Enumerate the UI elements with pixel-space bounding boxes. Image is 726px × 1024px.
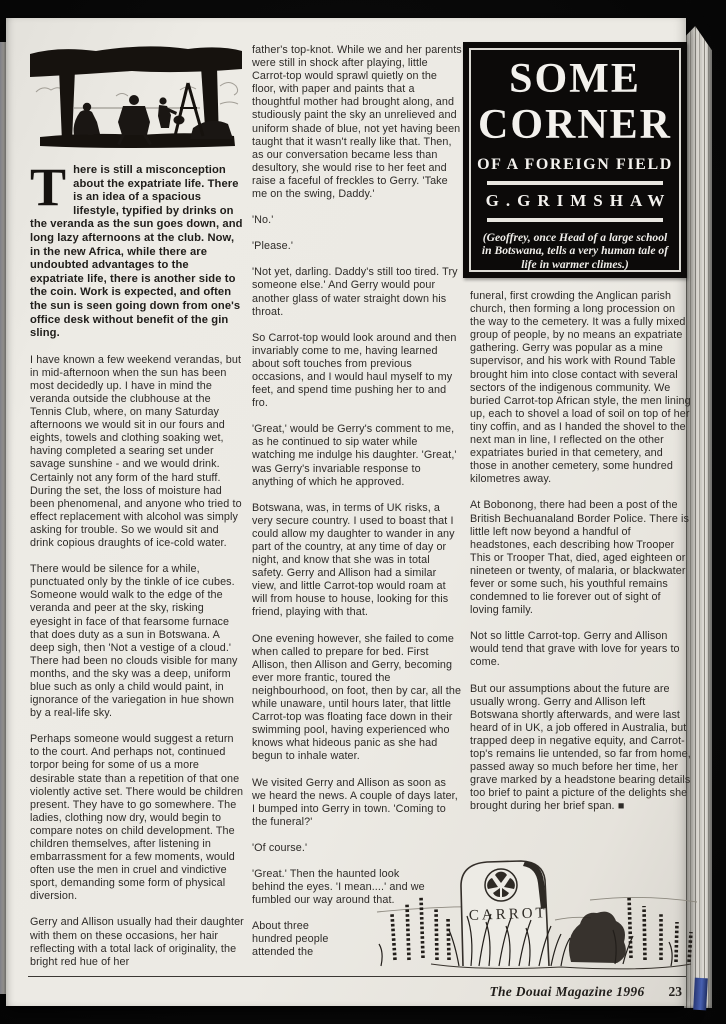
paragraph: We visited Gerry and Allison as soon as we heard the news. A couple of days later, I bumped into Gerry in town. 'Coming to the funeral?' bbox=[252, 776, 458, 828]
article-title-line1: SOME bbox=[509, 56, 641, 102]
standfirst: (Geoffrey, once Head of a large school in Botswana, tells a very human tale of life in warmer climes.) bbox=[481, 231, 669, 271]
lead-paragraph bbox=[30, 157, 244, 341]
article-title-line2: CORNER bbox=[477, 102, 672, 148]
author-name: G.GRIMSHAW bbox=[485, 191, 672, 210]
paragraph: At Bobonong, there had been a post of the British Bechuanaland Border Police. There is little left now beyond a handful of headstones, each describing how Trooper This or Trooper That, died, aged eighteen or nineteen or twenty, of malaria, or blackwater fever or some such, his youthful remains condemned to lie forever out of sight of loving family. bbox=[470, 499, 690, 617]
lead-text: here is still a misconception about the expatriate life. There is an idea of a spacious lifestyle, typified by drinks on the veranda as the sun goes down, and long lazy afternoons at the club. Now, in the new Africa, while there are undoubted advantages to the expatriate life, there is another side to the coin. Work is expected, and often the sun is seen going down from one's office desk without benefit of the gin sling. bbox=[30, 164, 243, 340]
magazine-page bbox=[6, 18, 691, 1006]
paragraph: Perhaps someone would suggest a return to the court. And perhaps not, continued torpor being for some of us a more desirable state than a repetition of that one violently active set. There would be children present. They have to go somewhere. The ladies, clothing now dry, would begin to compare notes on child development. The children themselves, after listening in embarrassment for a few moments, would often use the men in cruel and vindictive sport, demanding some form of physical diversion. bbox=[30, 733, 244, 903]
paragraph: 'Of course.' bbox=[252, 841, 308, 854]
page-number: 23 bbox=[668, 984, 682, 999]
article-column-3 bbox=[470, 290, 692, 826]
paragraph: About three hundred people attended the bbox=[252, 920, 329, 959]
article-column-2 bbox=[252, 44, 462, 973]
magazine-title: The Douai Magazine 1996 bbox=[489, 984, 645, 999]
article-column-1 bbox=[30, 157, 244, 982]
veranda-illustration bbox=[30, 46, 242, 156]
title-box-frame bbox=[469, 48, 681, 272]
paragraph: Gerry and Allison usually had their daughter with them on these occasions, her hair reflecting with a total lack of originality, the bright red hue of her bbox=[30, 916, 244, 968]
article-title-box bbox=[463, 42, 687, 278]
paragraph: 'Great.' Then the haunted look behind the eyes. 'I mean....' and we fumbled our way around that. bbox=[252, 867, 425, 907]
article-subtitle: OF A FOREIGN FIELD bbox=[477, 156, 673, 173]
paragraph: funeral, first crowding the Anglican parish church, then forming a long procession on the way to the cemetery. It was a fully mixed group of people, by no means an expatriate gathering. Gerry was popular as a mine supervisor, and his work with Round Table brought him into close contact with several sectors of the indigenous community. We buried Carrot-top African style, the men lining up, each to shovel a load of soil on top of her tiny coffin, and as I handed the shovel to the next man in line, I reflected on the other expatriates buried in that cemetery, and those in another cemetery, some hundred kilometres away. bbox=[470, 290, 691, 486]
paragraph: One evening however, she failed to come when called to prepare for bed. First Allison, then Allison and Gerry, becoming ever more frantic, toured the neighbourhood, on foot, then by car, all the while unaware, until hours later, that little Carrot-top was floating face down in their swimming pool, having experienced who knows what hideous panic as she had begun to inhale water. bbox=[252, 632, 462, 763]
double-rule bbox=[487, 218, 663, 222]
paragraph: Botswana, was, in terms of UK risks, a very secure country. I used to boast that I could allow my daughter to wander in any part of the country, at any time of day or night, and know that she was in total safety. Gerry and Allison had a similar view, and little Carrot-top would roam at will from house to house, looking for this friend, playing with that. bbox=[252, 501, 455, 619]
paragraph: 'Great,' would be Gerry's comment to me, as he continued to sip water while watching me indulge his daughter. 'Great,' was Gerry's invariable response to anything of which he approved. bbox=[252, 423, 457, 488]
paragraph: 'Please.' bbox=[252, 240, 294, 253]
paragraph: I have known a few weekend verandas, but in mid-afternoon when the sun has been most decidedly up. I have in mind the veranda outside the clubhouse at the Tennis Club, where, on many Saturday afternoons we would sit in our fours and eights, towels and clothing soaking wet, having completed a searing set under savage sunshine - and we would drink. Certainly not any form of the hard stuff. During the set, the loss of moisture had been phenomenal, and anyone who tried to effect replacement with alcohol was simply asking for trouble. So we would sit and drink copious draughts of ice-cold water. bbox=[30, 353, 242, 550]
page-footer bbox=[346, 984, 682, 1000]
book-cover-edge bbox=[693, 978, 708, 1011]
drop-cap: T bbox=[30, 157, 67, 217]
double-rule bbox=[487, 181, 663, 185]
paragraph: But our assumptions about the future are usually wrong. Gerry and Allison left Botswana shortly afterwards, and were last heard of in UK, a job offered in Australia, but trapped deep in negative equity, and Carrot-top's remains lie untended, so far from home, passed away so much before her time, her grave marked by a headstone bearing details too brief to paint a picture of the delights she brought during her brief span. ■ bbox=[470, 682, 691, 813]
veranda-sketch bbox=[30, 46, 242, 156]
gravestone-sketch bbox=[375, 856, 701, 976]
gravestone-illustration bbox=[375, 856, 701, 976]
paragraph: 'Not yet, darling. Daddy's still too tired. Try someone else.' And Gerry would pour another glass of water straight down his throat. bbox=[252, 266, 458, 318]
paragraph: 'No.' bbox=[252, 214, 274, 227]
footer-rule bbox=[28, 976, 686, 977]
paragraph: There would be silence for a while, punctuated only by the tinkle of ice cubes. Someone would walk to the edge of the veranda and peer at the sky, risking eyesight in face of that fearsome furnace that does duty as a sun in Botswana. A deep sigh, then 'Not a vestige of a cloud.' There had been no clouds visible for many months, and the sky was a deep, uniform blue such as only a child would paint, in ignorance of the variegation in hue shown by a real-life sky. bbox=[30, 563, 238, 720]
paragraph: Not so little Carrot-top. Gerry and Allison would tend that grave with love for years to come. bbox=[470, 630, 680, 669]
paragraph: So Carrot-top would look around and then invariably come to me, having learned about soft touches from previous occasions, and I would haul myself to my feet, and spend time pushing her to and fro. bbox=[252, 331, 457, 410]
gravestone-name: CARROT bbox=[468, 905, 548, 924]
paragraph: father's top-knot. While we and her parents were still in shock after playing, little Carrot-top would sprawl quietly on the floor, with paper and paints that a thoughtful mother had brought along, and studiously paint the sky an unrelieved and uniform shade of blue, not yet having been taught that it wasn't really like that. Then, as our conversation became less than desultory, she would rise to her feet and raise a faceful of freckles to Gerry. 'Take me on the swing, Daddy.' bbox=[252, 44, 462, 201]
